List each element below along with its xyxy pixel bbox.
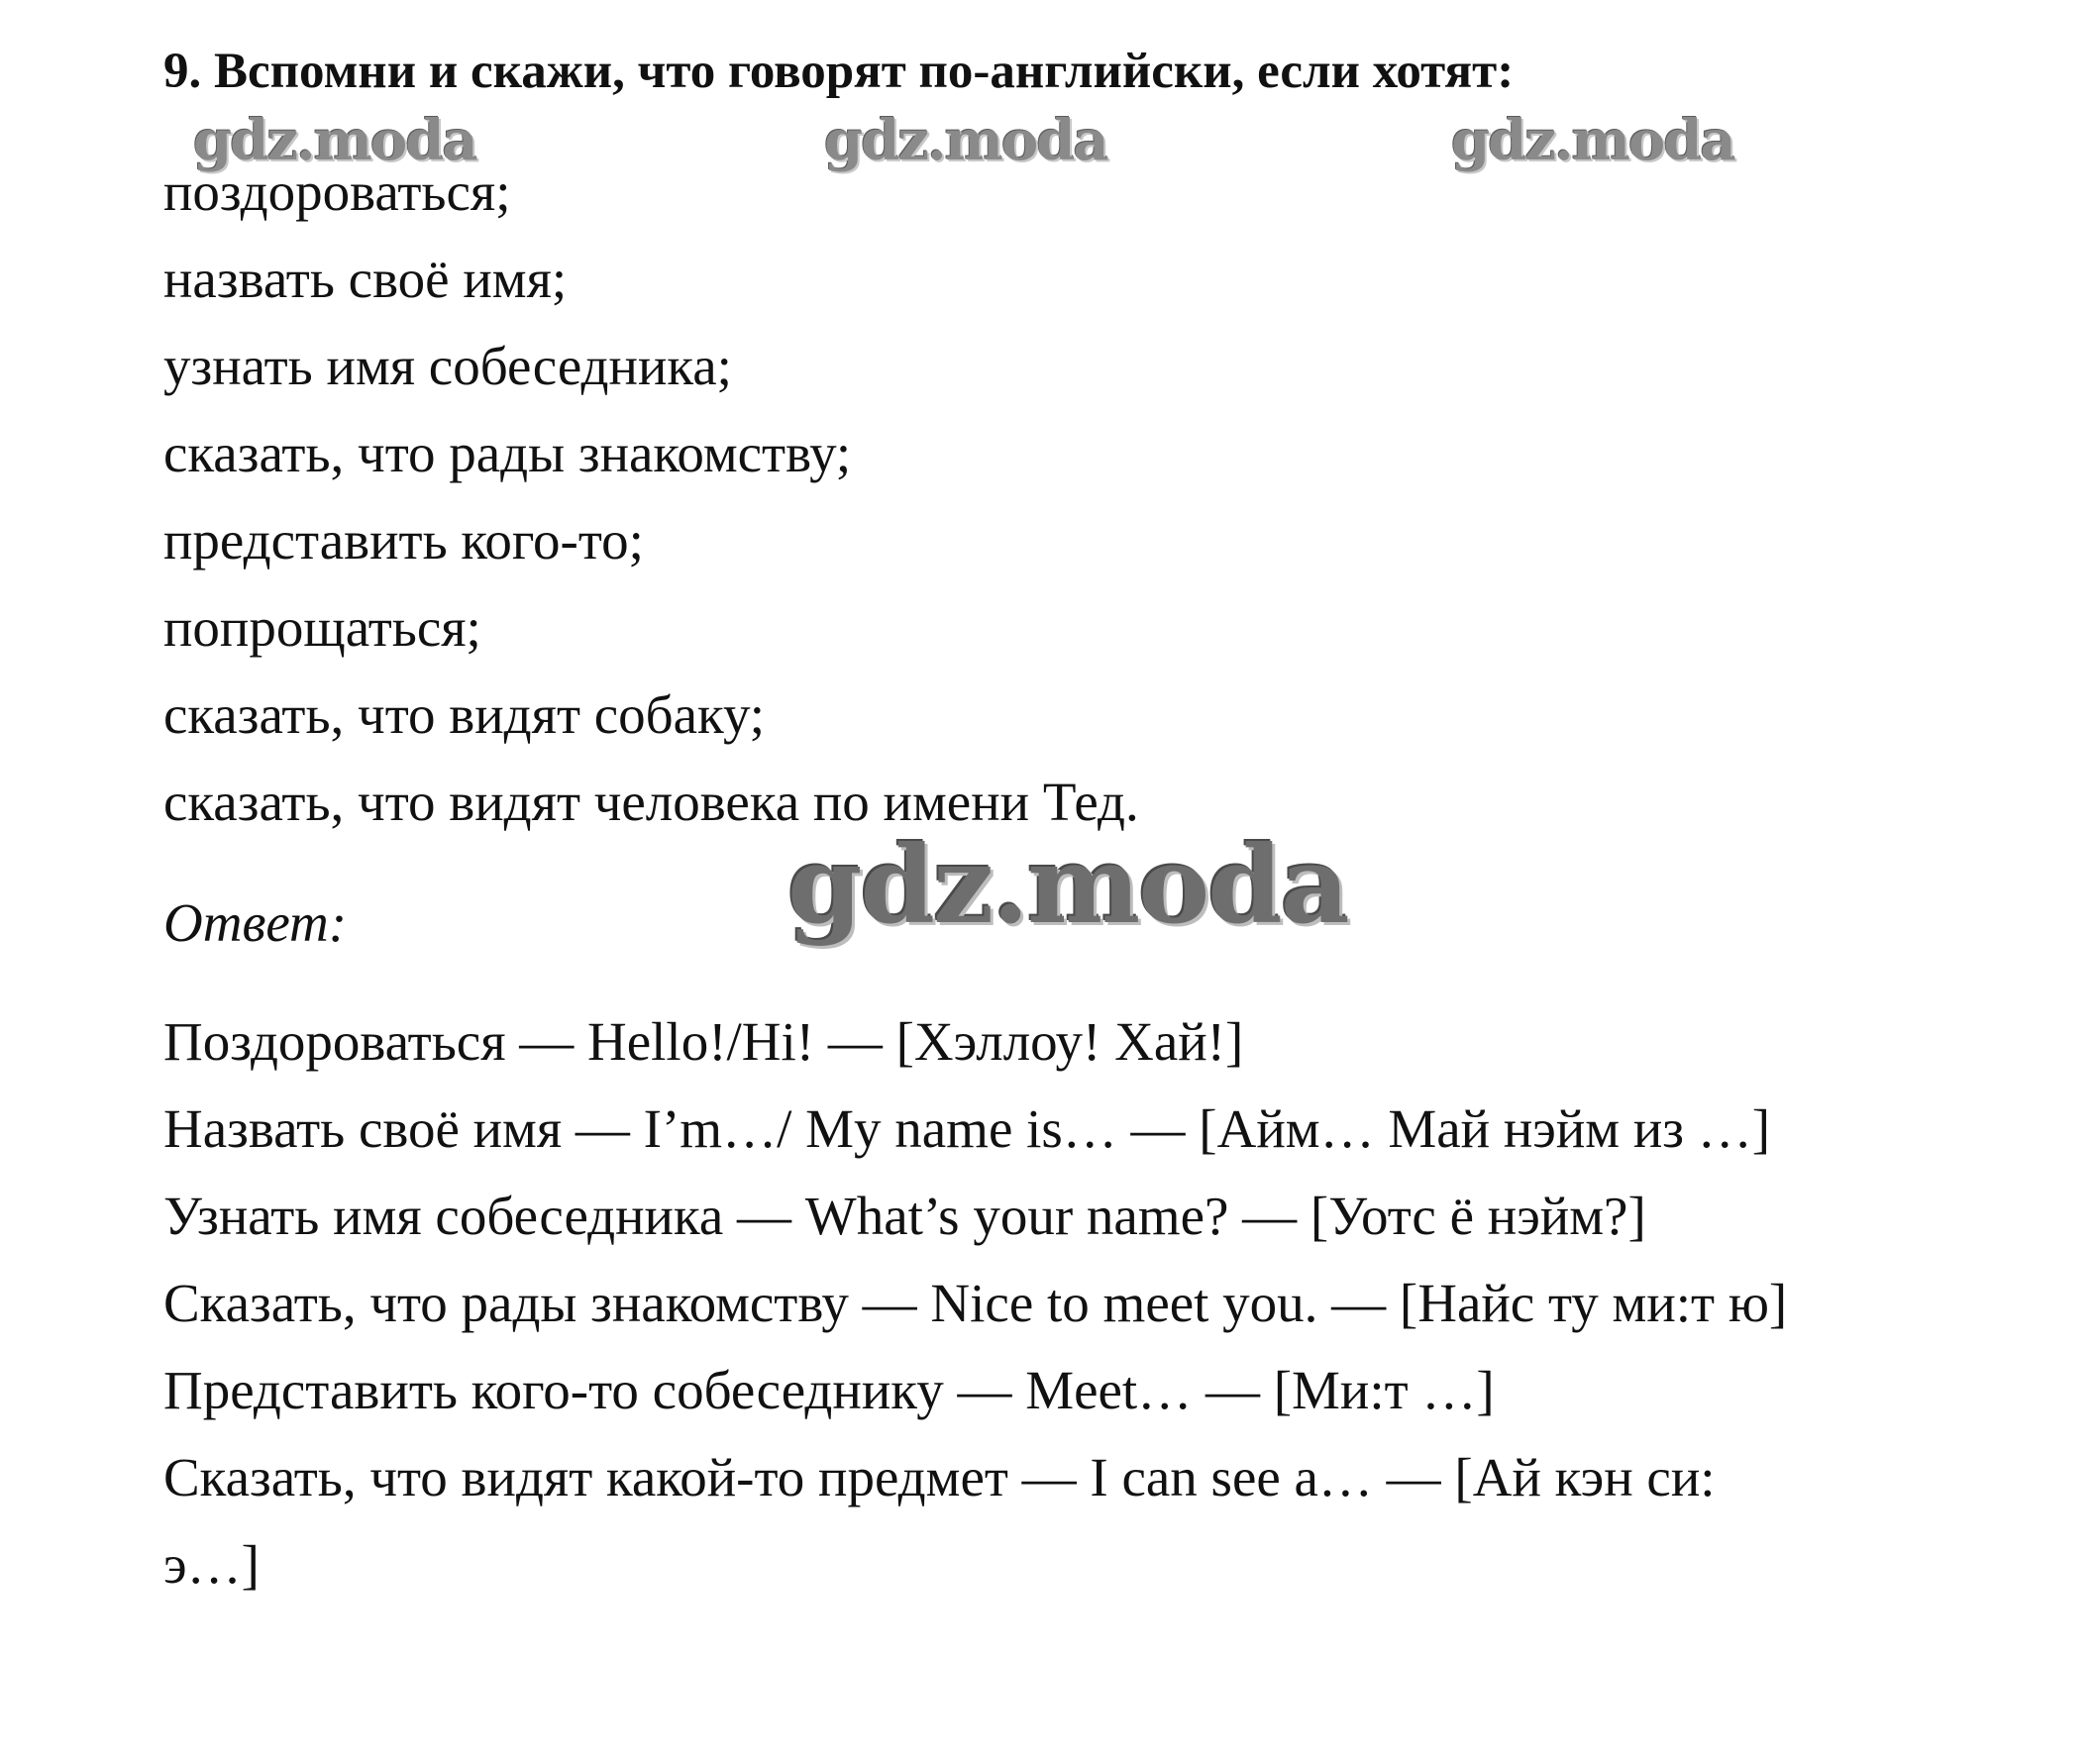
task-item: сказать, что видят собаку; <box>163 684 766 745</box>
task-item: поздороваться; <box>163 161 511 222</box>
task-item: сказать, что рады знакомству; <box>163 423 852 483</box>
answer-line: Поздороваться — Hello!/Hi! — [Хэллоу! Хай!] <box>163 1011 1244 1072</box>
task-heading: 9. Вспомни и скажи, что говорят по-английски, если хотят: <box>163 44 1515 99</box>
watermark-logo-large: gdz.moda <box>787 823 1348 948</box>
answer-line: Узнать имя собеседника — What’s your name? — [Уотс ё нэйм?] <box>163 1186 1646 1246</box>
task-item: попрощаться; <box>163 597 481 658</box>
watermark-logo: gdz.moda <box>824 108 1107 173</box>
answer-line: Назвать своё имя — I’m…/ My name is… — [Айм… Май нэйм из …] <box>163 1098 1771 1159</box>
answer-label: Ответ: <box>163 892 348 953</box>
answer-line: Сказать, что видят какой-то предмет — I can see a… — [Ай кэн си: <box>163 1447 1716 1507</box>
answer-line: Сказать, что рады знакомству — Nice to meet you. — [Найс ту ми:т ю] <box>163 1273 1788 1333</box>
task-item: назвать своё имя; <box>163 249 568 309</box>
watermark-logo: gdz.moda <box>1451 108 1734 173</box>
task-item: представить кого-то; <box>163 510 644 571</box>
watermark-logo: gdz.moda <box>193 108 476 173</box>
answer-line: э…] <box>163 1534 260 1595</box>
answer-line: Представить кого-то собеседнику — Meet… — [Ми:т …] <box>163 1360 1495 1420</box>
task-item: сказать, что видят человека по имени Тед. <box>163 772 1139 832</box>
task-item: узнать имя собеседника; <box>163 336 732 396</box>
